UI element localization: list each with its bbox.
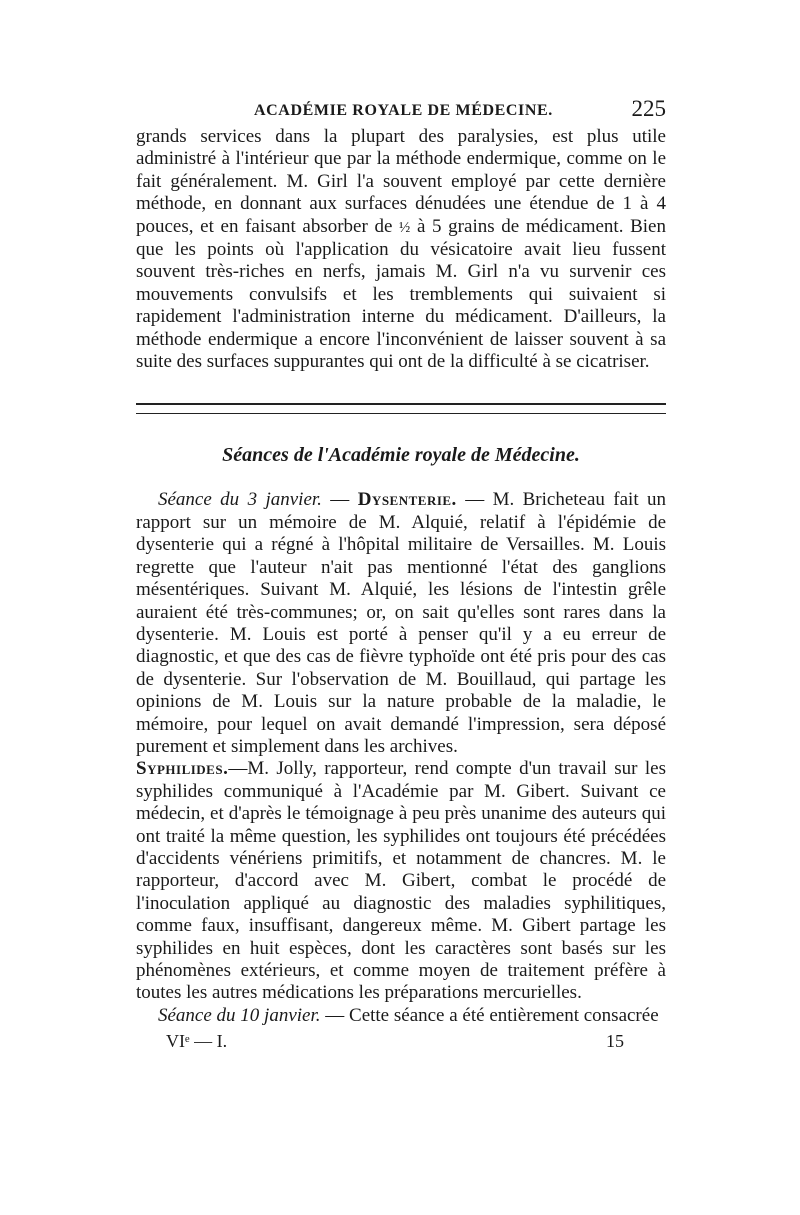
topic-syphilides: Syphilides.	[136, 758, 229, 780]
paragraph-continuation	[136, 126, 666, 373]
running-header	[136, 96, 666, 126]
signature-number: 15	[606, 1031, 624, 1052]
paragraph-text: grands services dans la plupart des paralysies, est plus utile administré à l'intérieur que par la méthode endermique, comme on le fait généralement. M. Girl l'a souvent employé par cette dernière méthode, en donnant aux surfaces dénudées une étendue de 1 à 4 pouces, et en faisant absorber de	[136, 126, 666, 237]
printer-signature	[136, 1031, 666, 1057]
topic-dysenterie: Dysenterie.	[357, 489, 457, 511]
separator: —	[321, 489, 358, 511]
seance-date: Séance du 10 janvier.	[158, 1004, 321, 1026]
seance-10-janvier	[136, 1005, 666, 1027]
seance-date: Séance du 3 janvier.	[158, 489, 322, 511]
book-page	[136, 96, 666, 1057]
syphilides-paragraph	[136, 758, 666, 1004]
section-divider	[136, 403, 666, 414]
seance-text: — M. Bricheteau fait un rapport sur un mémoire de M. Alquié, relatif à l'épidémie de dysenterie qui a régné à l'hôpital militaire de Versailles. M. Louis regrette que l'auteur n'ait pas mentionné l'état des ganglions mésentériques. Suivant M. Alquié, les lésions de l'intestin grêle auraient été très-communes; or, on sait qu'elles sont rares dans la dysenterie. M. Louis est porté à penser qu'il y a eu erreur de diagnostic, et que des cas de fièvre typhoïde ont été pris pour des cas de dysenterie. Sur l'observation de M. Bouillaud, qui partage les opinions de M. Louis sur la nature probable de la maladie, le mémoire, pour lequel on avait demandé l'impression, sera déposé purement et simplement dans les archives.	[136, 489, 666, 757]
section-title: Séances de l'Académie royale de Médecine.	[222, 444, 580, 467]
paragraph-text: à 5 grains de médicament. Bien que les points où l'application du vésicatoire avait lieu fussent souvent très-riches en nerfs, jamais M. Girl n'a vu survenir ces mouvements convulsifs et les tremblements qui suivaient si rapidement l'administration interne du médicament. D'ailleurs, la méthode endermique a encore l'inconvénient de laisser souvent à sa suite des surfaces suppurantes qui ont de la difficulté à se cicatriser.	[136, 215, 666, 373]
page-number: 225	[631, 96, 666, 121]
seance-text: — Cette séance a été entièrement consacrée	[320, 1004, 659, 1026]
fraction: ½	[399, 219, 411, 236]
syphilides-text: —M. Jolly, rapporteur, rend compte d'un travail sur les syphilides communiqué à l'Académie par M. Gibert. Suivant ce médecin, et d'après le témoignage à peu près unanime des auteurs qui ont traité la même question, les syphilides ont toujours été précédées d'accidents vénériens primitifs, et notamment de chancres. M. le rapporteur, d'accord avec M. Gibert, combat le procédé de l'inoculation appliqué au diagnostic des maladies syphilitiques, comme faux, insuffisant, dangereux même. M. Gibert partage les syphilides en huit espèces, dont les caractères sont basés sur les phénomènes extérieurs, et comme moyen de traitement préfère à toutes les autres médications les préparations mercurielles.	[136, 758, 666, 1004]
seance-3-janvier	[136, 489, 666, 758]
signature-mark: VIᵉ — I.	[166, 1031, 228, 1052]
running-title: ACADÉMIE ROYALE DE MÉDECINE.	[254, 102, 553, 119]
